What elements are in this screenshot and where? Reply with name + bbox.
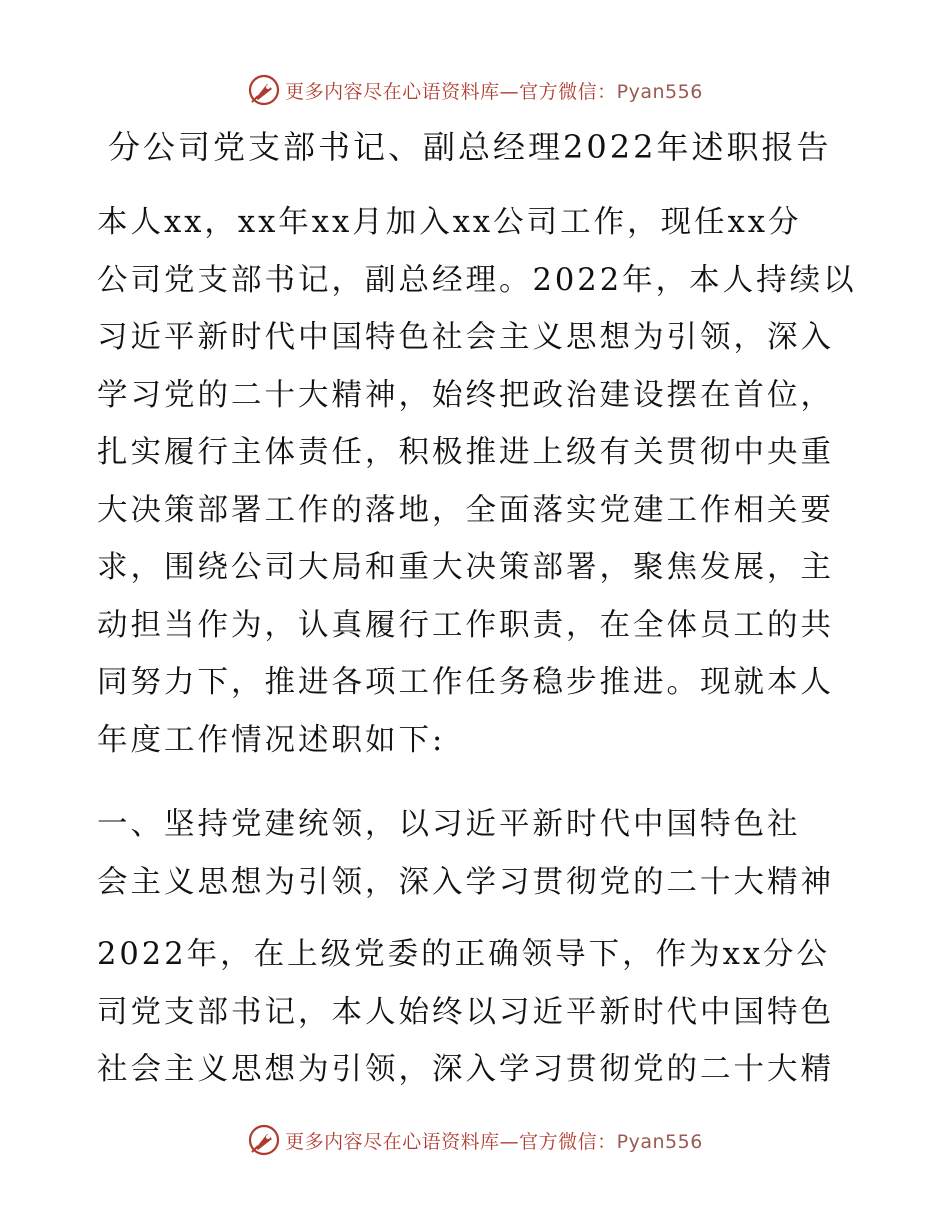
- text-line: 社会主义思想为引领，深入学习贯彻党的二十大精: [97, 1052, 834, 1087]
- watermark-label: 更多内容尽在心语资料库—官方微信：: [285, 80, 617, 103]
- intro-paragraph: [97, 194, 857, 769]
- watermark-wechat-id: Pyan556: [616, 1130, 703, 1153]
- section-1-paragraph: [97, 926, 857, 1099]
- page-title: 分公司党支部书记、副总经理2022年述职报告: [108, 128, 832, 166]
- text-line: 本人xx，xx年xx月加入xx公司工作，现任xx分: [97, 205, 802, 240]
- text-line: 年度工作情况述职如下:: [97, 722, 446, 758]
- text-line: 2022年，在上级党委的正确领导下，作为xx分公: [97, 937, 831, 972]
- watermark-banner-bottom: [0, 1120, 950, 1160]
- pen-nib-logo-icon: [247, 1123, 281, 1157]
- watermark-text: [285, 77, 703, 104]
- heading-line: 一、坚持党建统领，以习近平新时代中国特色社: [97, 807, 801, 842]
- watermark-label: 更多内容尽在心语资料库—官方微信：: [285, 1130, 617, 1153]
- text-line: 动担当作为，认真履行工作职责，在全体员工的共: [97, 607, 834, 643]
- watermark-text: [285, 1127, 703, 1154]
- heading-line: 会主义思想为引领，深入学习贯彻党的二十大精神: [97, 864, 834, 900]
- text-line: 公司党支部书记，副总经理。2022年，本人持续以: [97, 262, 857, 298]
- section-heading-1: [97, 796, 857, 911]
- text-line: 同努力下，推进各项工作任务稳步推进。现就本人: [97, 665, 834, 700]
- text-line: 大决策部署工作的落地，全面落实党建工作相关要: [97, 492, 834, 528]
- text-line: 习近平新时代中国特色社会主义思想为引领，深入: [97, 320, 834, 355]
- watermark-wechat-id: Pyan556: [616, 80, 703, 103]
- text-line: 求，围绕公司大局和重大决策部署，聚焦发展，主: [97, 550, 834, 585]
- pen-nib-logo-icon: [247, 73, 281, 107]
- text-line: 学习党的二十大精神，始终把政治建设摆在首位，: [97, 377, 834, 413]
- text-line: 司党支部书记，本人始终以习近平新时代中国特色: [97, 994, 834, 1030]
- text-line: 扎实履行主体责任，积极推进上级有关贯彻中央重: [97, 435, 834, 470]
- watermark-banner-top: [0, 70, 950, 110]
